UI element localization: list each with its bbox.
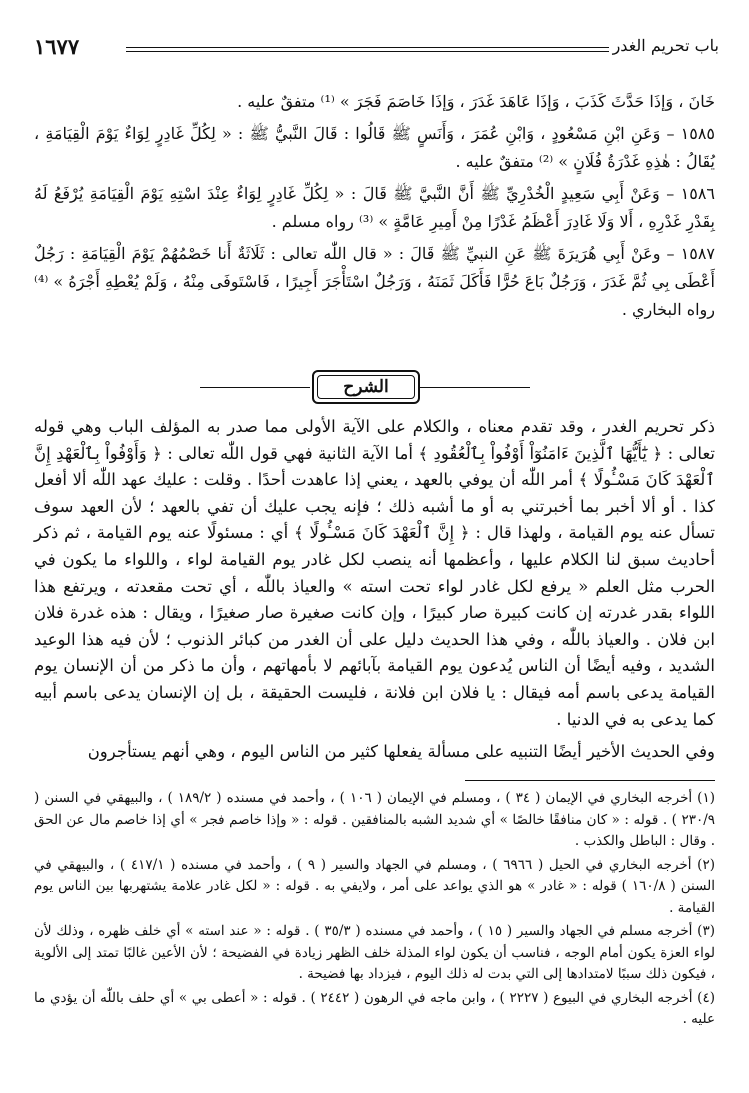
hadith-1585: ١٥٨٥ – وَعَنِ ابْنِ مَسْعُودٍ ، وَابْنِ عُمَرَ ، وَأَنَسٍ ﷺ قَالُوا : قَالَ النَّبيُّ ﷺ : « لِكُلِّ غَادِرٍ لِوَاءٌ يَوْمَ الْقِيَامَةِ ، يُقَالُ : هٰذِهِ غَدْرَةُ فُلَانٍ » ⁽²⁾ متفقٌ عليه . [34,124,715,171]
footnote-2: (٢) أخرجه البخاري في الحيل ( ٦٩٦٦ ) ، ومسلم في الجهاد والسير ( ٩ ) ، وأحمد في مسنده ( ٤١٧/١ ) ، والبيهقي في السنن ( ١٦٠/٨ ) قوله : « غادر » هو الذي يواعد على أمر ، ولايفي به . قوله : « لكل غادر علامة يشتهربها بين الناس يوم القيامة . [34,856,715,916]
commentary-paragraph: وفي الحديث الأخير أيضًا التنبيه على مسألة يفعلها كثير من الناس اليوم ، وهي أنهم يستأجرون [87,742,715,762]
footnotes [34,788,715,1078]
hadith-text: خَانَ ، وَإذَا حَدَّثَ كَذَبَ ، وَإذَا عَاهَدَ غَدَرَ ، وَإذَا خَاصَمَ فَجَرَ » ⁽¹⁾ متفقٌ عليه . [237,92,715,111]
page-header [34,34,719,58]
footnote-3: (٣) أخرجه مسلم في الجهاد والسير ( ١٥ ) ، وأحمد في مسنده ( ٣٥/٣ ) . قوله : « عند استه » أي خلف ظهره ، وذلك لأن لواء العزة يكون أمام الوجه ، فناسب أن يكون لواء المذلة خلف الظهر زيادة في الفضيحة ؛ لأن الأعين غالبًا تمتد إلى الألوية ، فيكون ذلك سببًا لامتدادها إلى التي بدت له ذلك اليوم ، فيزداد بها فضيحة . [34,923,716,982]
sharh-title: الشرح [312,370,420,404]
footnote-1: (١) أخرجه البخاري في الإيمان ( ٣٤ ) ، ومسلم في الإيمان ( ١٠٦ ) ، وأحمد في مسنده ( ١٨٩/٢ ) ، والبيهقي في السنن ( ٢٣٠/٩ ) . قوله : « كان منافقًا خالصًا » أي شديد الشبه بالمنافقين . قوله : « وإذا خاصم فجر » أي إذا خاصم مال عن الحق . وقال : الباطل والكذب . [34,790,715,849]
divider-line [200,387,310,388]
header-rule [126,51,609,52]
footnote-4: (٤) أخرجه البخاري في البيوع ( ٢٢٢٧ ) ، وابن ماجه في الرهون ( ٢٤٤٢ ) . قوله : « أعطى بي » أي حلف باللّٰه أن يؤدي ما عليه . [34,989,715,1027]
divider-line [420,387,530,388]
hadith-section [34,88,715,364]
chapter-title: باب تحريم الغدر [612,36,719,55]
commentary [34,414,715,774]
hadith-1586: ١٥٨٦ – وَعَنْ أَبِي سَعِيدٍ الْخُدْرِيِّ ﷺ أَنَّ النَّبيَّ ﷺ قَالَ : « لِكُلِّ غَادِرٍ لِوَاءٌ عِنْدَ اسْتِهِ يَوْمَ الْقِيَامَةِ يُرْفَعُ لَهُ بِقَدْرِ غَدْرِهِ ، أَلا وَلَا غَادِرَ أَعْظَمُ غَدْرًا مِنْ أَمِيرِ عَامَّةٍ » ⁽³⁾ رواه مسلم . [34,184,715,231]
footnote-rule [465,780,715,781]
hadith-1587: ١٥٨٧ – وعَنْ أَبِي هُرَيرَةَ ﷺ عَنِ النبيِّ ﷺ قَالَ : « قال اللّٰه تعالى : ثَلَاثَةٌ أَنا خَصْمُهُمْ يَوْمَ الْقِيَامَةِ : رَجُلٌ أَعْطَى بِي ثُمَّ غَدَرَ ، وَرَجُلٌ بَاعَ حُرًّا فَأَكَلَ ثَمَنَهُ ، وَرَجُلٌ اسْتَأْجَرَ أَجِيرًا ، فَاسْتَوفَى مِنْهُ ، وَلَمْ يُعْطِهِ أَجْرَهُ » ⁽⁴⁾ رواه البخاري . [34,244,715,319]
page-number: ١٦٧٧ [34,34,80,59]
sharh-heading [200,368,530,408]
header-rule [126,47,609,48]
commentary-paragraph: ذكر تحريم الغدر ، وقد تقدم معناه ، والكلام على الآية الأولى مما صدر به المؤلف الباب وهي قوله تعالى : ﴿ يَٰٓأَيُّهَا ٱلَّذِينَ ءَامَنُوٓاْ أَوْفُواْ بِٱلْعُقُودِ ﴾ أما الآية الثانية فهي قول اللّٰه تعالى : ﴿ وَأَوْفُواْ بِٱلْعَهْدِ إِنَّ ٱلْعَهْدَ كَانَ مَسْـُٔولًا ﴾ أمر اللّٰه أن يوفي بالعهد ، يعني إذا عاهدت أحدًا . وقلت : عليك عهد اللّٰه ألا أفعل كذا . أو ألا أخبر بما أخبرتني به أو ما أشبه ذلك ؛ فإنه يجب عليك أن تفي بالعهد ؛ لأن العهد سوف تسأل عنه يوم القيامة ، ولهذا قال : ﴿ إِنَّ ٱلْعَهْدَ كَانَ مَسْـُٔولًا ﴾ أي : مسئولًا عنه يوم القيامة ، ثم ذكر أحاديث سبق لنا الكلام عليها ، وأعظمها أنه ينصب لكل غادر يوم القيامة لواء ، واللواء ما يكون في الحرب مثل العلم « يرفع لكل غادر لواء تحت استه » والعياذ باللّٰه ، أي تحت مقعدته ، ويرتفع هذا اللواء بقدر غدرته إن كانت كبيرة صار كبيرًا ، وإن كانت صغيرة صار صغيرًا ، ويقال : هذه غدرة فلان ابن فلان . والعياذ باللّٰه ، وفي هذا الحديث دليل على أن الغدر من كبائر الذنوب ؛ لأن فيه هذا الوعيد الشديد ، وفيه أيضًا أن الناس يُدعون يوم القيامة بآبائهم لا بأمهاتهم ، وأن ما ذكر من أن الإنسان يوم القيامة يدعى باسم أمه فيقال : يا فلان ابن فلانة ، فليست الحقيقة ، بل إن الإنسان يدعى باسم أبيه كما يدعى به في الدنيا . [34,417,715,729]
